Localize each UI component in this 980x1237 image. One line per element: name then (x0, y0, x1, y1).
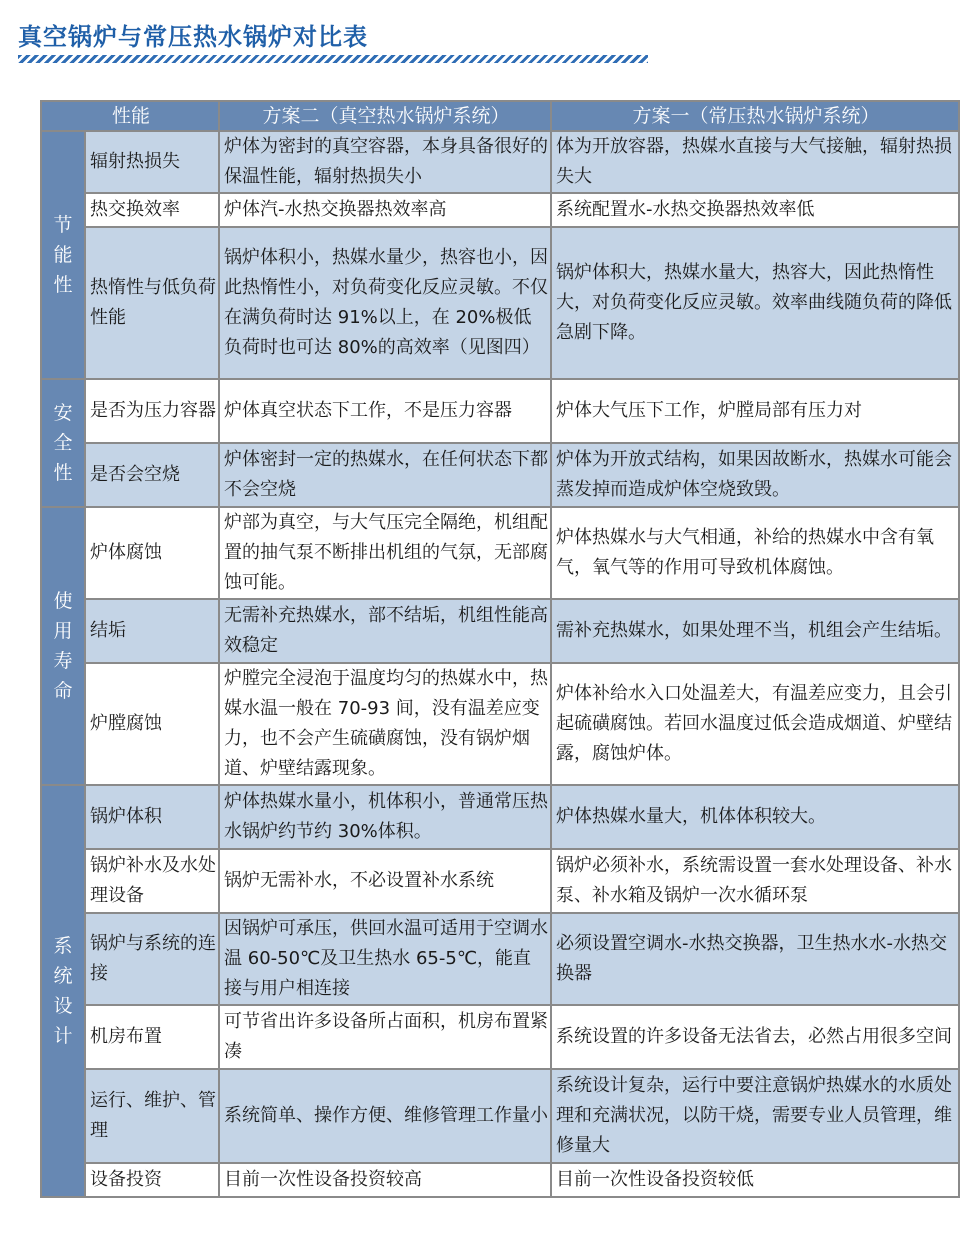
title-underline-divider (18, 55, 648, 63)
row-item: 热惰性与低负荷性能 (85, 227, 219, 379)
row-plan1: 系统配置水-水热交换器热效率低 (551, 193, 959, 227)
category-safety: 安全性 (41, 379, 85, 507)
row-item: 运行、维护、管理 (85, 1069, 219, 1163)
row-item: 锅炉体积 (85, 785, 219, 849)
header-performance: 性能 (41, 101, 219, 131)
row-plan2: 目前一次性设备投资较高 (219, 1163, 551, 1197)
row-plan2: 因锅炉可承压，供回水温可适用于空调水温 60-50℃及卫生热水 65-5℃，能直接与用户相连接 (219, 913, 551, 1005)
row-plan1: 系统设置的许多设备无法省去，必然占用很多空间 (551, 1005, 959, 1069)
row-plan2: 锅炉体积小，热媒水量少，热容也小，因此热惰性小，对负荷变化反应灵敏。不仅在满负荷时达 91%以上，在 20%极低负荷时也可达 80%的高效率（见图四） (219, 227, 551, 379)
row-plan2: 系统简单、操作方便、维修管理工作量小 (219, 1069, 551, 1163)
row-plan1: 需补充热媒水，如果处理不当，机组会产生结垢。 (551, 599, 959, 663)
row-item: 是否会空烧 (85, 443, 219, 507)
row-plan2: 炉体密封一定的热媒水，在任何状态下都不会空烧 (219, 443, 551, 507)
category-energy-saving: 节能性 (41, 131, 85, 379)
row-plan1: 锅炉体积大，热媒水量大，热容大，因此热惰性大，对负荷变化反应灵敏。效率曲线随负荷的降低急剧下降。 (551, 227, 959, 379)
table-row (41, 663, 959, 785)
page-title: 真空锅炉与常压热水锅炉对比表 (18, 23, 368, 51)
row-item: 炉膛腐蚀 (85, 663, 219, 785)
row-plan2: 炉体为密封的真空容器，本身具备很好的保温性能，辐射热损失小 (219, 131, 551, 193)
table-row (41, 379, 959, 443)
table-row (41, 193, 959, 227)
row-item: 设备投资 (85, 1163, 219, 1197)
table-row (41, 1069, 959, 1163)
category-service-life: 使用寿命 (41, 507, 85, 785)
row-item: 机房布置 (85, 1005, 219, 1069)
table-row (41, 1163, 959, 1197)
row-plan1: 体为开放容器，热媒水直接与大气接触，辐射热损失大 (551, 131, 959, 193)
row-plan1: 锅炉必须补水，系统需设置一套水处理设备、补水泵、补水箱及锅炉一次水循环泵 (551, 849, 959, 913)
row-item: 是否为压力容器 (85, 379, 219, 443)
row-item: 辐射热损失 (85, 131, 219, 193)
category-system-design: 系统设计 (41, 785, 85, 1197)
comparison-table (40, 100, 960, 1198)
row-item: 结垢 (85, 599, 219, 663)
row-plan1: 炉体热媒水与大气相通，补给的热媒水中含有氧气，氧气等的作用可导致机体腐蚀。 (551, 507, 959, 599)
table-row (41, 443, 959, 507)
row-plan1: 炉体热媒水量大，机体体积较大。 (551, 785, 959, 849)
table-row (41, 1005, 959, 1069)
table-row (41, 507, 959, 599)
table-row (41, 849, 959, 913)
table-row (41, 227, 959, 379)
row-plan2: 无需补充热媒水，部不结垢，机组性能高效稳定 (219, 599, 551, 663)
row-plan2: 炉体热媒水量小，机体积小，普通常压热水锅炉约节约 30%体积。 (219, 785, 551, 849)
row-plan2: 可节省出许多设备所占面积，机房布置紧凑 (219, 1005, 551, 1069)
row-plan2: 炉体汽-水热交换器热效率高 (219, 193, 551, 227)
row-plan2: 炉部为真空，与大气压完全隔绝，机组配置的抽气泵不断排出机组的气氛，无部腐蚀可能。 (219, 507, 551, 599)
row-item: 热交换效率 (85, 193, 219, 227)
table-row (41, 599, 959, 663)
table-header-row (41, 101, 959, 131)
header-plan2: 方案二（真空热水锅炉系统） (219, 101, 551, 131)
row-plan1: 炉体大气压下工作，炉膛局部有压力对 (551, 379, 959, 443)
table-row (41, 131, 959, 193)
row-plan1: 必须设置空调水-水热交换器，卫生热水水-水热交换器 (551, 913, 959, 1005)
row-item: 炉体腐蚀 (85, 507, 219, 599)
row-plan2: 炉膛完全浸泡于温度均匀的热媒水中，热媒水温一般在 70-93 间，没有温差应变力，也不会产生硫磺腐蚀，没有锅炉烟道、炉壁结露现象。 (219, 663, 551, 785)
table-row (41, 785, 959, 849)
row-plan1: 炉体补给水入口处温差大，有温差应变力，且会引起硫磺腐蚀。若回水温度过低会造成烟道、炉壁结露，腐蚀炉体。 (551, 663, 959, 785)
row-item: 锅炉与系统的连接 (85, 913, 219, 1005)
row-plan1: 系统设计复杂，运行中要注意锅炉热媒水的水质处理和充满状况，以防干烧，需要专业人员管理，维修量大 (551, 1069, 959, 1163)
row-plan2: 炉体真空状态下工作，不是压力容器 (219, 379, 551, 443)
row-item: 锅炉补水及水处理设备 (85, 849, 219, 913)
row-plan1: 炉体为开放式结构，如果因故断水，热媒水可能会蒸发掉而造成炉体空烧致毁。 (551, 443, 959, 507)
row-plan1: 目前一次性设备投资较低 (551, 1163, 959, 1197)
row-plan2: 锅炉无需补水，不必设置补水系统 (219, 849, 551, 913)
table-row (41, 913, 959, 1005)
header-plan1: 方案一（常压热水锅炉系统） (551, 101, 959, 131)
